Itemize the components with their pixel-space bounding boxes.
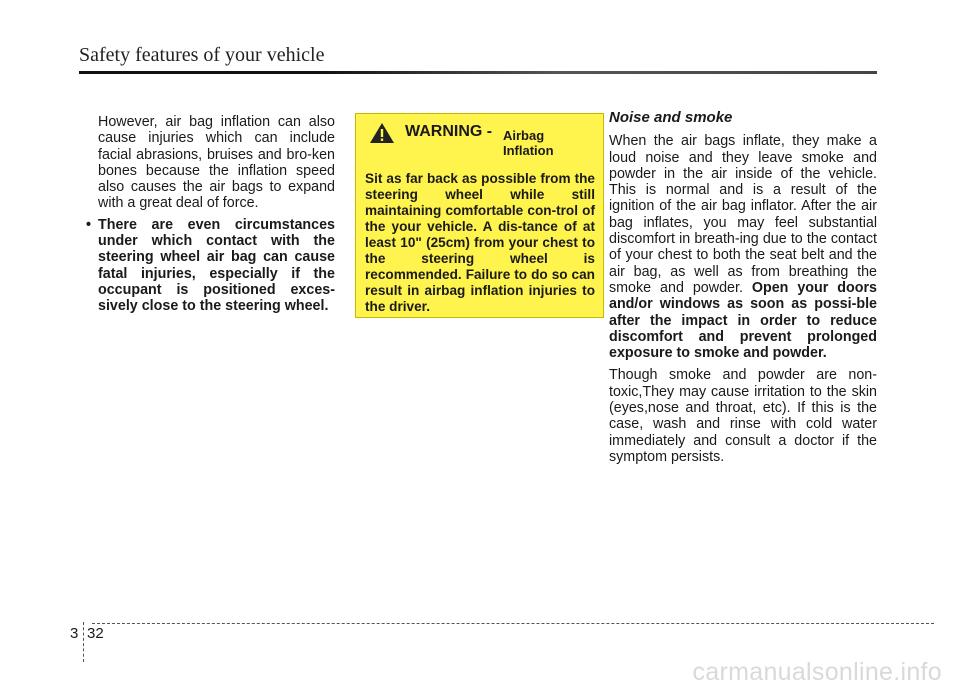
warning-header (365, 122, 595, 162)
header-rule (79, 71, 877, 74)
paragraph-text: When the air bags inflate, they make a loud noise and they leave smoke and powder in the air inside of the vehicle. This is normal and is a result of the ignition of the air bag inflator. After the air bag inflates, you may feel substantial discomfort in breath-ing due to the contact of your chest to both the seat belt and the air bag, as well as from breathing the smoke and powder. (609, 133, 877, 296)
page-header-title: Safety features of your vehicle (79, 44, 325, 66)
warning-label: WARNING - (405, 123, 493, 140)
watermark: carmanualsonline.info (692, 658, 942, 686)
warning-subject: Airbag Inflation (503, 128, 554, 158)
paragraph-bold-text: Open your doors and/or windows as soon as possi-ble after the impact in order to reduce discomfort and prevent prolonged exposure to smoke and powder. (609, 279, 877, 362)
section-title: Noise and smoke (609, 109, 733, 126)
page-number-value: 32 (87, 625, 104, 642)
warning-box (355, 113, 604, 318)
paragraph: However, air bag inflation can also cause injuries which can include facial abrasions, bruises and bro-ken bones because the inflation speed also causes the air bags to expand with a great deal of force. (98, 114, 335, 212)
paragraph: Though smoke and powder are non-toxic,They may cause irritation to the skin (eyes,nose and throat, etc). If this is the case, wash and rinse with cold water immediately and consult a doctor if the symptom persists. (609, 367, 877, 465)
warning-body: Sit as far back as possible from the steering wheel while still maintaining comfortable con-trol of the your vehicle. A dis-tance of at least 10" (25cm) from your chest to the steering wheel is recommended. Failure to do so can result in airbag inflation injuries to the driver. (365, 171, 595, 314)
bullet-text: There are even circumstances under which contact with the steering wheel air bag can cause fatal injuries, especially if the occupant is positioned exces-sively close to the steering wheel. (98, 216, 335, 315)
chapter-number: 3 (70, 625, 79, 642)
bullet-item (80, 217, 335, 315)
left-column (80, 114, 335, 315)
right-column (609, 110, 877, 471)
paragraph (609, 133, 877, 361)
page-number-divider (83, 622, 84, 662)
bullet-icon: • (86, 216, 92, 233)
footer-rule (92, 623, 934, 624)
warning-triangle-icon (369, 122, 395, 144)
